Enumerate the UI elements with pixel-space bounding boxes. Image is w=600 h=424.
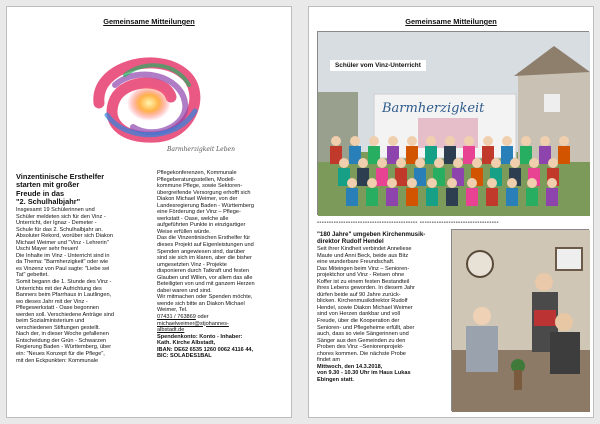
phone-link[interactable]: 07431 / 763869	[157, 314, 196, 321]
child-head	[407, 178, 417, 188]
child-figure	[558, 146, 570, 164]
left-page	[6, 6, 292, 418]
logo-caption: Barmherzigkeit Leben	[167, 146, 235, 153]
article-column-1: Insgesamt 19 Schülerinnen und Schüler meldeten sich für den Vinz - Unterricht, der Ignaz - Demeter - Schule für das 2. Schulhalbjahr an. Absoluter Rekord, worüber sich Diakon Michael Weimer und "Vinz - Lehrerin" Uschi Mayer sehr freuen! Die Inhalte im Vinz - Unterricht sind in da Thema: "Barmherzigkeit" oder wie es Vinzenz von Paul sagte: "Liebe sei Tat" gebettet. Somit begann die 1. Stunde des Vinz - Unterrichts mit der Aufrichtung des Banners beim Pfarrhaus in Lautlingen, wo dieses Jahr mit der Vinz - Pflegewerkstatt - Oase begonnen werden soll. Verschiedene Anträge sind beim Sozialministerium und verschiedenen Stiftungen gestellt. Nach der, in dieser Woche gefallenen Entscheidung der Grün - Schwarzen Regierung Baden - Württemberg, über ein: "Neues Konzept für die Pflege", mit den Eckpunkten: Kommunale	[16, 207, 114, 364]
group-photo	[317, 31, 589, 215]
child-head	[447, 178, 457, 188]
separator-line: ------------------------------------------ ---------------------------------	[317, 220, 499, 226]
child-head	[491, 158, 501, 168]
seniors-photo-scene	[452, 230, 590, 412]
child-head	[358, 158, 368, 168]
child-head	[407, 136, 417, 146]
barmherzigkeit-logo	[85, 45, 235, 163]
child-head	[547, 178, 557, 188]
rehearsal-date: Mittwoch, den 14.3.2018, von 9.30 - 10.30 Uhr im Haus Lukas Ebingen statt.	[317, 363, 411, 383]
child-head	[527, 178, 537, 188]
article-body-text: Seit ihrer Kindheit verbindet Anneliese Maute und Anni Beck, beide aus Bitz eine wunderbare Freundschaft. Das Miteingen beim Vinz – Senioren- projektchor und Vinz - Reisen ohne Koffer ist zu einem festen Bestandteil ihres Lebens geworden. In diesem Jahr dürfen beide auf 90 Jahre zurück- blicken. Kirchenmusikdirektor Rudolf Hendel, sowie Diakon Michael Weimer sind von Herzen dankbar und voll Freude, über die Kooperation der Senioren- und Pflegeheime erfüllt, aber auch, dass so viele Sängerinnen und Sänger aus den Gemeinden zu den Proben des Vinz –Seniorenprojekt- chores kommen. Die nächste Probe findet am	[317, 246, 415, 364]
child-head	[453, 158, 463, 168]
article-title: Vinzentinische Ersthelfer starten mit großer Freude in das "2. Schulhalbjahr"	[16, 172, 105, 206]
child-figure	[466, 188, 478, 206]
child-head	[367, 178, 377, 188]
phone-suffix: oder	[195, 314, 209, 321]
right-page	[308, 6, 594, 418]
child-head	[350, 136, 360, 146]
child-figure	[366, 188, 378, 206]
child-head	[472, 158, 482, 168]
child-head	[388, 136, 398, 146]
child-head	[415, 158, 425, 168]
child-head	[396, 158, 406, 168]
child-head	[521, 136, 531, 146]
child-head	[467, 178, 477, 188]
bank-account: Spendenkonto: Konto - Inhaber: Kath. Kirche Albstadt, IBAN: DE62 6535 1260 0062 4116 44, BIC: SOLADES1BAL	[157, 333, 254, 360]
email-link[interactable]: michaelweimer@stjohannes- albstadt.de	[157, 320, 229, 334]
child-head	[427, 178, 437, 188]
child-figure	[406, 188, 418, 206]
child-figure	[446, 188, 458, 206]
child-figure	[386, 188, 398, 206]
child-figure	[376, 168, 388, 186]
child-head	[464, 136, 474, 146]
child-head	[347, 178, 357, 188]
child-head	[540, 136, 550, 146]
child-head	[559, 136, 569, 146]
banner-text: Barmherzigkeit	[382, 101, 485, 116]
child-head	[445, 136, 455, 146]
seniors-photo	[451, 229, 589, 411]
child-head	[377, 158, 387, 168]
child-head	[434, 158, 444, 168]
article-column-2	[157, 170, 289, 410]
child-figure	[546, 188, 558, 206]
page-header: Gemeinsame Mitteilungen	[405, 17, 497, 26]
child-figure	[426, 188, 438, 206]
child-head	[387, 178, 397, 188]
child-figure	[506, 188, 518, 206]
column-2-text: Pflegekonferenzen, Kommunale Pflegeberatungsstellen, Modell- kommune Pflege, sowie Sektoren- übergreifende Versorgung erhofft sich Diakon Michael Weimer, von der Landesregierung Baden - Württemberg eine Förderung der Vinz – Pflege- werkstatt - Oase, welche alle aufgeführten Punkte in einzigartiger Weise erfüllen würde. Das die Vinzentinischen Ersthelfer für dieses Projekt auf Eigenleistungen und Spenden angewiesen sind, darüber sind sie sich im klaren, aber die bisher umgesetzten Vinz - Projekte disponieren durch Tatkraft und festen Glauben und Willen, vor allem das alle Beteiligten von und mit ganzem Herzen dabei waren und sind. Wir mitmachen oder Spenden möchte, wende sich bitte an Diakon Michael Weimer, Tel.	[157, 170, 255, 314]
child-head	[510, 158, 520, 168]
child-head	[483, 136, 493, 146]
article-title-2: "180 Jahre" umgeben Kirchenmusik- direktor Rudolf Hendel	[317, 231, 426, 245]
child-head	[487, 178, 497, 188]
page-header: Gemeinsame Mitteilungen	[103, 17, 195, 26]
photo-label: Schüler vom Vinz-Unterricht	[330, 60, 426, 71]
child-head	[502, 136, 512, 146]
child-head	[529, 158, 539, 168]
child-figure	[526, 188, 538, 206]
child-figure	[346, 188, 358, 206]
child-head	[331, 136, 341, 146]
child-head	[548, 158, 558, 168]
child-head	[369, 136, 379, 146]
child-figure	[486, 188, 498, 206]
child-head	[426, 136, 436, 146]
child-head	[507, 178, 517, 188]
child-head	[339, 158, 349, 168]
article-body-2	[317, 246, 457, 414]
